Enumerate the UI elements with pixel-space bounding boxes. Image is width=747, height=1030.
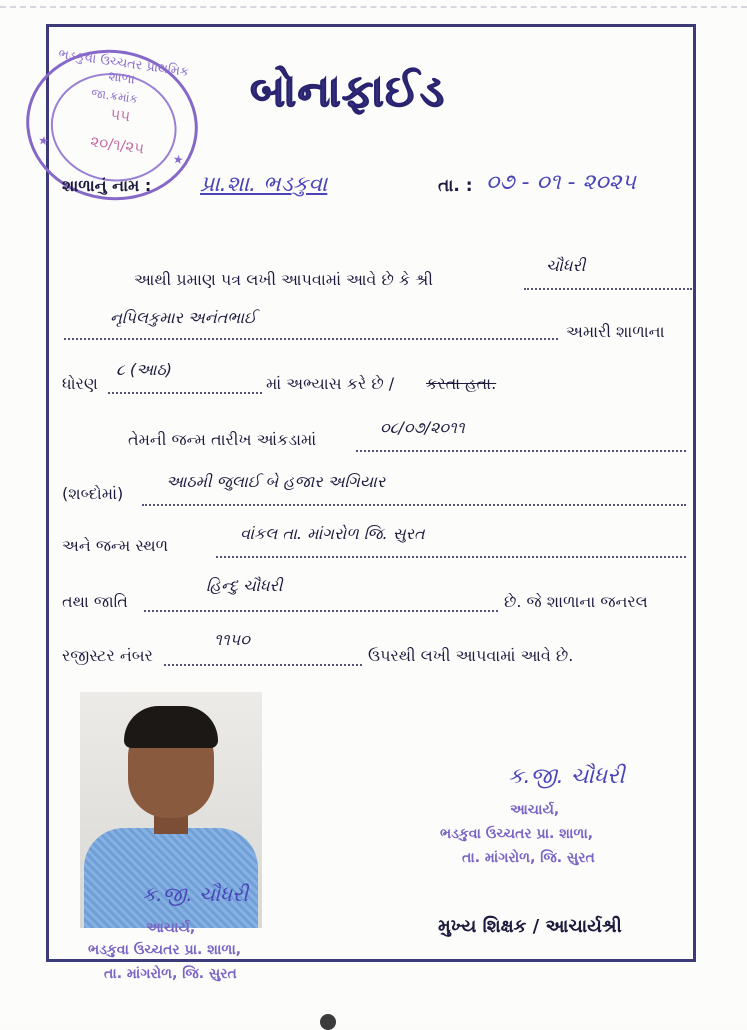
- birthdate-figures-value: ૦૮/૦૭/૨૦૧૧: [380, 418, 465, 437]
- star-icon: ★: [37, 132, 50, 149]
- caste-value: હિન્દુ ચૌધરી: [206, 576, 283, 595]
- caste-label: તથા જાતિ: [62, 592, 128, 611]
- principal-stamp-line-1: આચાર્ય,: [510, 802, 560, 818]
- perforated-edge: [0, 6, 747, 12]
- stamp-number-value: ૫૫: [109, 104, 132, 126]
- student-name-value: નૃપિલકુમાર અનંતભાઈ: [110, 308, 257, 327]
- register-number-label: રજીસ્ટર નંબર: [62, 646, 153, 665]
- principal-signature: ક.જી. ચૌધરી: [508, 764, 625, 789]
- dotted-line: [144, 608, 498, 612]
- photo-stamp-line-2: ભડકુવા ઉચ્ચતર પ્રા. શાળા,: [88, 942, 242, 958]
- our-school-text: અમારી શાળાના: [566, 322, 665, 341]
- dotted-line: [164, 662, 362, 666]
- dotted-line: [108, 390, 262, 394]
- birthplace-label: અને જન્મ સ્થળ: [62, 536, 169, 555]
- stamp-ring-text: ભડકુવા ઉચ્ચતર પ્રાથમિક શાળા: [57, 46, 190, 88]
- photo-shirt: [84, 828, 258, 928]
- certificate-title: બોનાફાઈડ: [250, 66, 446, 117]
- general-register-text: છે. જે શાળાના જનરલ: [504, 592, 648, 611]
- photo-hair: [124, 706, 218, 748]
- date-value: ૦૭ - ૦૧ - ૨૦૨૫: [486, 170, 636, 195]
- surname-value: ચૌધરી: [546, 256, 586, 275]
- birthdate-words-value: આઠમી જુલાઈ બે હજાર અગિયાર: [166, 472, 386, 491]
- register-number-value: ૧૧૫૦: [214, 630, 250, 649]
- photo-signature: ક.જી. ચૌધરી: [142, 882, 249, 906]
- photo-stamp-line-1: આચાર્ય,: [146, 920, 196, 936]
- stamp-number-label: જા.ક્રમાંક: [90, 85, 139, 107]
- student-photo: [80, 692, 262, 928]
- principal-stamp-line-2: ભડકુવા ઉચ્ચતર પ્રા. શાળા,: [440, 826, 594, 842]
- standard-label: ધોરણ: [62, 374, 98, 393]
- birthdate-figures-label: તેમની જન્મ તારીખ આંકડામાં: [128, 430, 317, 449]
- dotted-line: [356, 448, 686, 452]
- punch-hole: [320, 1014, 336, 1030]
- school-name-value: પ્રા.શા. ભડકુવા: [200, 172, 328, 197]
- photo-stamp-line-3: તા. માંગરોળ, જિ. સુરત: [104, 966, 237, 982]
- dotted-line: [64, 336, 558, 340]
- issued-from-text: ઉપરથી લખી આપવામાં આવે છે.: [368, 646, 574, 665]
- principal-stamp-line-3: તા. માંગરોળ, જિ. સુરત: [462, 850, 595, 866]
- date-label: તા. :: [438, 176, 473, 196]
- certify-text: આથી પ્રમાણ પત્ર લખી આપવામાં આવે છે કે શ્રી: [134, 270, 433, 289]
- standard-value: ૮ (આઠ): [116, 360, 173, 379]
- school-name-label: શાળાનું નામ :: [62, 176, 152, 195]
- studying-text: માં અભ્યાસ કરે છે /: [266, 374, 395, 393]
- dotted-line: [524, 286, 692, 290]
- birthplace-value: વાંકલ તા. માંગરોળ જિ. સુરત: [240, 524, 425, 543]
- star-icon: ★: [171, 151, 185, 168]
- principal-title: મુખ્ય શિક્ષક / આચાર્યશ્રી: [438, 916, 622, 937]
- dotted-line: [142, 502, 686, 506]
- in-words-label: (શબ્દોમાં): [62, 484, 124, 503]
- stamp-date-value: ૨૦/૧/૨૫: [89, 132, 146, 158]
- dotted-line: [216, 554, 686, 558]
- studied-struck-text: કરતા હતા.: [426, 374, 497, 393]
